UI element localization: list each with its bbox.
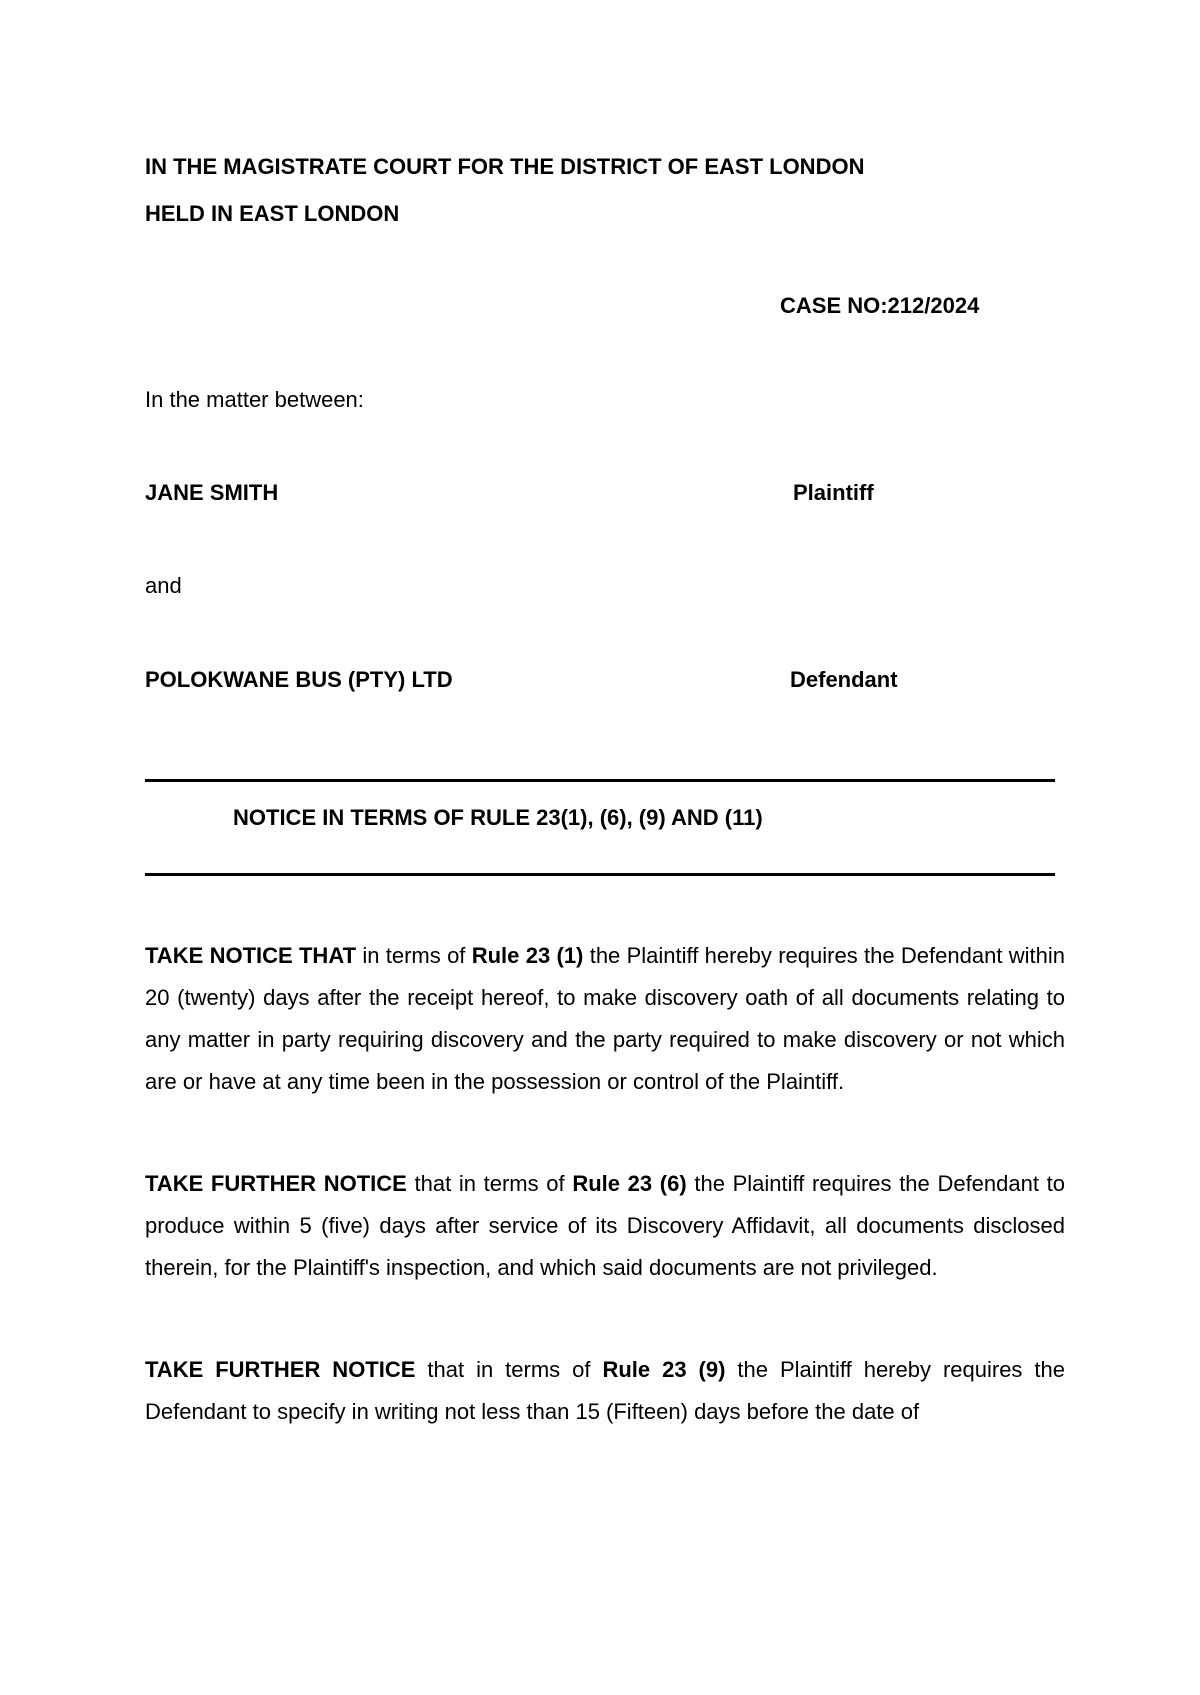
divider-top	[145, 779, 1055, 782]
defendant-name: POLOKWANE BUS (PTY) LTD	[145, 667, 453, 692]
conjunction-and: and	[145, 573, 182, 598]
court-held-in: HELD IN EAST LONDON	[145, 201, 400, 226]
plaintiff-name: JANE SMITH	[145, 480, 279, 505]
court-title: IN THE MAGISTRATE COURT FOR THE DISTRICT OF EAST LONDON	[145, 154, 865, 179]
paragraph-rule-23-6	[145, 1163, 1065, 1289]
paragraph-rule-23-9	[145, 1349, 1065, 1433]
plaintiff-role: Plaintiff	[793, 480, 874, 505]
paragraph-rule-ref: Rule 23 (9)	[602, 1357, 726, 1382]
notice-heading: NOTICE IN TERMS OF RULE 23(1), (6), (9) AND (11)	[233, 805, 763, 830]
paragraph-body: the Plaintiff requires the Defendant to produce within 5 (five) days after service of its Discovery Affidavit, all documents disclosed therein, for the Plaintiff's inspection, and which said documents are not privileged.	[145, 1171, 1065, 1280]
paragraph-connector: that in terms of	[406, 1171, 573, 1196]
paragraph-rule-23-1	[145, 935, 1065, 1103]
case-number: CASE NO:212/2024	[780, 293, 980, 318]
divider-bottom	[145, 873, 1055, 876]
paragraph-rule-ref: Rule 23 (1)	[471, 943, 584, 968]
paragraph-body: the Plaintiff hereby requires the Defendant to specify in writing not less than 15 (Fifteen) days before the date of	[145, 1357, 1065, 1424]
paragraph-body: the Plaintiff hereby requires the Defendant within 20 (twenty) days after the receipt hereof, to make discovery oath of all documents relating to any matter in party requiring discovery and the party required to make discovery or not which are or have at any time been in the possession or control of the Plaintiff.	[145, 943, 1065, 1094]
defendant-role: Defendant	[790, 667, 898, 692]
matter-between: In the matter between:	[145, 387, 364, 412]
paragraph-lead: TAKE FURTHER NOTICE	[145, 1171, 407, 1196]
paragraph-connector: that in terms of	[415, 1357, 603, 1382]
paragraph-rule-ref: Rule 23 (6)	[572, 1171, 687, 1196]
paragraph-connector: in terms of	[356, 943, 472, 968]
paragraph-lead: TAKE NOTICE THAT	[145, 943, 357, 968]
paragraph-lead: TAKE FURTHER NOTICE	[145, 1357, 416, 1382]
